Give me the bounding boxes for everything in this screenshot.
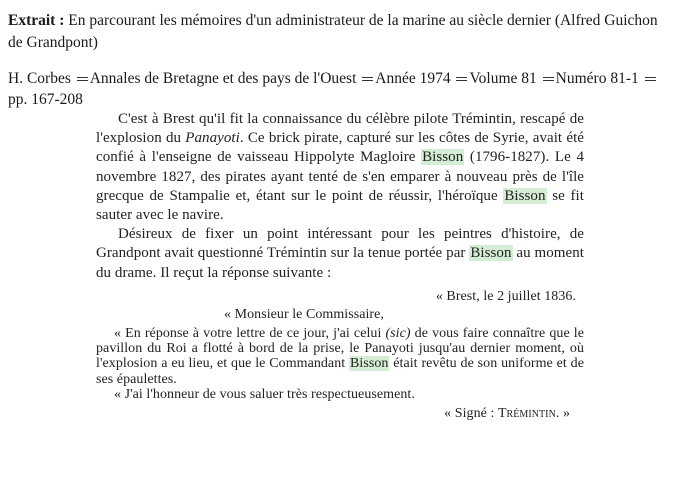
signer-name: Trémintin — [497, 405, 556, 421]
excerpt-text: En parcourant les mémoires d'un administrateur de la marine au siècle dernier (Alfred Guichon de Grandpont) — [8, 12, 658, 51]
ship-name: Panayoti — [185, 130, 240, 147]
source-journal[interactable]: Annales de Bretagne et des pays de l'Ouest — [89, 70, 357, 87]
text-run: « En réponse à votre lettre de ce jour, j'ai celui — [114, 325, 386, 341]
highlighted-term: Bisson — [470, 245, 512, 262]
text-run: « Signé : — [444, 405, 498, 421]
source-author: H. Corbes — [8, 70, 71, 87]
separator-icon — [645, 77, 656, 81]
letter-salutation: « Monsieur le Commissaire, — [224, 307, 384, 323]
text-run: . Ce brick pirate, capturé sur les côtes de Syrie, avait été confié à l'enseigne de vaisseau Hippolyte Magloire — [96, 130, 584, 166]
text-run: était revêtu de son uniforme et de ses épaulettes. — [96, 356, 584, 387]
separator-icon — [456, 77, 467, 81]
text-run: au moment du drame. Il reçut la réponse suivante : — [96, 245, 584, 281]
highlighted-term: Bisson — [422, 149, 464, 166]
text-run: se fit sauter avec le navire. — [96, 187, 584, 224]
highlighted-term: Bisson — [504, 187, 546, 204]
source-volume: Volume 81 — [469, 70, 537, 87]
text-run: Désireux de fixer un point intéressant pour les peintres d'histoire, de Grandpont avait questionné Trémintin sur la tenue portée par — [96, 226, 584, 262]
sic-note: (sic) — [385, 325, 411, 341]
source-pages: pp. 167-208 — [8, 91, 83, 108]
text-run: . » — [555, 405, 570, 421]
separator-icon — [362, 77, 373, 81]
letter-signature — [96, 406, 584, 421]
separator-icon — [543, 77, 554, 81]
text-run: C'est à Brest qu'il fit la connaissance du célèbre pilote Trémintin, rescapé de l'explosion du — [96, 111, 584, 147]
text-run: (1796-1827). Le 4 novembre 1827, des pirates ayant tenté de s'en emparer à nouveau près de l'île grecque de Stampalie et, étant sur le point de réussir, l'héroïque — [96, 149, 584, 204]
paragraph — [96, 225, 584, 283]
letter-paragraph — [96, 326, 584, 388]
quoted-letter — [96, 289, 584, 421]
highlighted-term: Bisson — [350, 356, 389, 372]
separator-icon — [77, 77, 88, 81]
letter-date: « Brest, le 2 juillet 1836. — [435, 288, 576, 304]
source-year: Année 1974 — [375, 70, 451, 87]
letter-closing: « J'ai l'honneur de vous saluer très respectueusement. — [114, 387, 415, 403]
excerpt-header — [8, 10, 676, 54]
excerpt-label: Extrait : — [8, 12, 65, 29]
text-run: de vous faire connaître que le pavillon du Roi a flotté à bord de la prise, le Panayoti jusqu'au dernier moment, où l'explosion a eu lieu, et que le Commandant — [96, 325, 584, 372]
paragraph — [96, 110, 584, 225]
scanned-excerpt — [96, 110, 584, 421]
source-citation — [8, 68, 676, 110]
source-number: Numéro 81-1 — [555, 70, 639, 87]
